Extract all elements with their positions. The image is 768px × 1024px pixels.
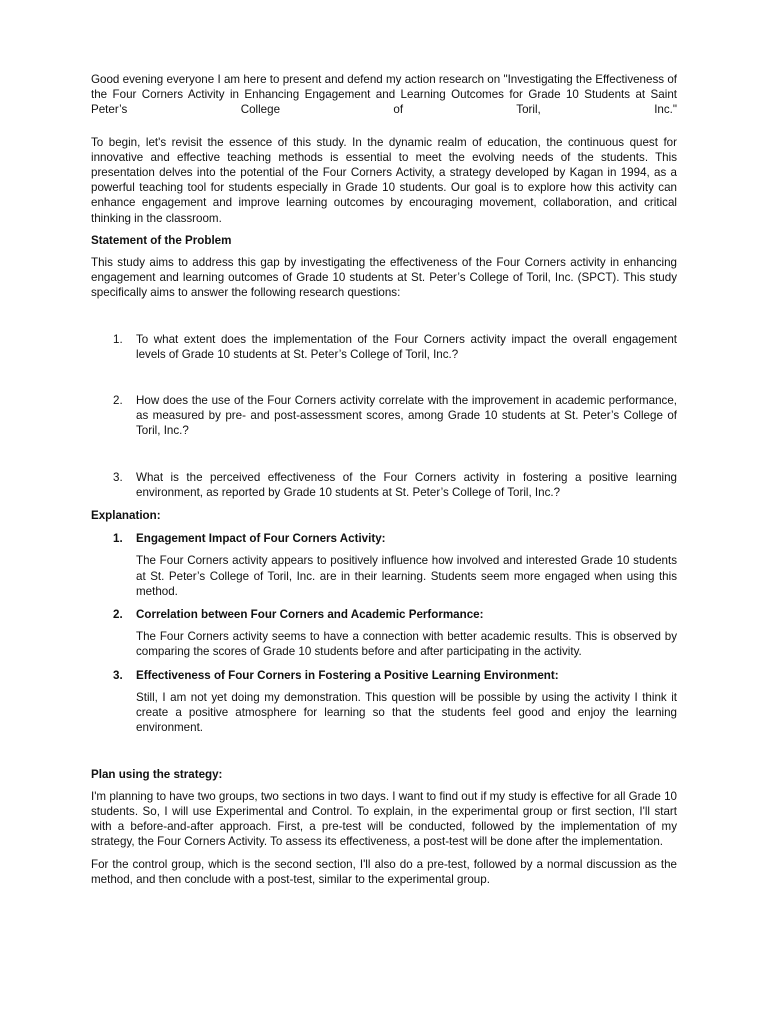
list-item: [91, 531, 677, 599]
explanation-text: The Four Corners activity appears to positively influence how involved and interested Grade 10 students at St. Peter’s College of Toril, Inc. are in their learning. Students seem more engaged when using this method.: [136, 554, 677, 598]
list-item: [91, 668, 677, 736]
explanation-text: Still, I am not yet doing my demonstration. This question will be possible by using the activity I think it create a positive atmosphere for learning so that the students feel good and enjoy the learning environment.: [136, 690, 677, 735]
intro-paragraph: Good evening everyone I am here to present and defend my action research on "Investigating the Effectiveness of the Four Corners Activity in Enhancing Engagement and Learning Outcomes for Grade 10 Students at Saint Peter’s College of Toril, Inc.": [91, 73, 677, 117]
question-text: What is the perceived effectiveness of the Four Corners activity in fostering a positive learning environment, as reported by Grade 10 students at St. Peter’s College of Toril, Inc.?: [136, 470, 677, 499]
list-number: 2.: [113, 608, 123, 622]
list-item: [91, 470, 677, 500]
problem-heading: Statement of the Problem: [91, 233, 232, 247]
question-text: To what extent does the implementation of the Four Corners activity impact the overall engagement levels of Grade 10 students at St. Peter’s College of Toril, Inc.?: [136, 332, 677, 361]
introduction-paragraph: To begin, let's revisit the essence of this study. In the dynamic realm of education, the continuous quest for innovative and effective teaching methods is essential to meet the evolving needs of the students. This presentation delves into the potential of the Four Corners Activity, a strategy developed by Kagan in 1994, as a powerful teaching tool for students especially in Grade 10 students. Our goal is to explore how this activity can enhance engagement and improve learning outcomes by encouraging movement, collaboration, and critical thinking in the classroom.: [91, 135, 677, 225]
list-item: [91, 332, 677, 362]
research-questions-list: [91, 332, 677, 500]
explanation-list: [91, 531, 677, 735]
list-number: 2.: [113, 394, 123, 408]
explanation-title: Correlation between Four Corners and Academic Performance:: [136, 608, 484, 622]
problem-paragraph: This study aims to address this gap by investigating the effectiveness of the Four Corners activity in enhancing engagement and learning outcomes of Grade 10 students at St. Peter’s College of Toril, Inc. (SPCT). This study specifically aims to answer the following research questions:: [91, 256, 677, 300]
list-item: [91, 607, 677, 660]
explanation-text: The Four Corners activity seems to have a connection with better academic results. This is observed by comparing the scores of Grade 10 students before and after participating in the activity.: [136, 630, 677, 659]
explanation-title: Engagement Impact of Four Corners Activity:: [136, 532, 386, 546]
list-number: 3.: [113, 470, 123, 484]
plan-paragraph-control: For the control group, which is the second section, I'll also do a pre-test, followed by a normal discussion as the method, and then conclude with a post-test, similar to the experimental group.: [91, 857, 677, 886]
plan-heading: Plan using the strategy:: [91, 767, 223, 781]
question-text: How does the use of the Four Corners activity correlate with the improvement in academic performance, as measured by pre- and post-assessment scores, among Grade 10 students at St. Peter’s College of Toril, Inc.?: [136, 394, 677, 438]
explanation-heading: Explanation:: [91, 509, 161, 523]
plan-paragraph: I'm planning to have two groups, two sections in two days. I want to find out if my study is effective for all Grade 10 students. So, I will use Experimental and Control. To explain, in the experimental group or first section, I'll start with a before-and-after approach. First, a pre-test will be conducted, followed by the implementation of my strategy, the Four Corners Activity. To assess its effectiveness, a post-test will be done after the implementation.: [91, 789, 677, 849]
explanation-title: Effectiveness of Four Corners in Fostering a Positive Learning Environment:: [136, 668, 559, 682]
list-number: 3.: [113, 668, 123, 682]
list-number: 1.: [113, 332, 123, 346]
list-number: 1.: [113, 532, 123, 546]
list-item: [91, 393, 677, 439]
